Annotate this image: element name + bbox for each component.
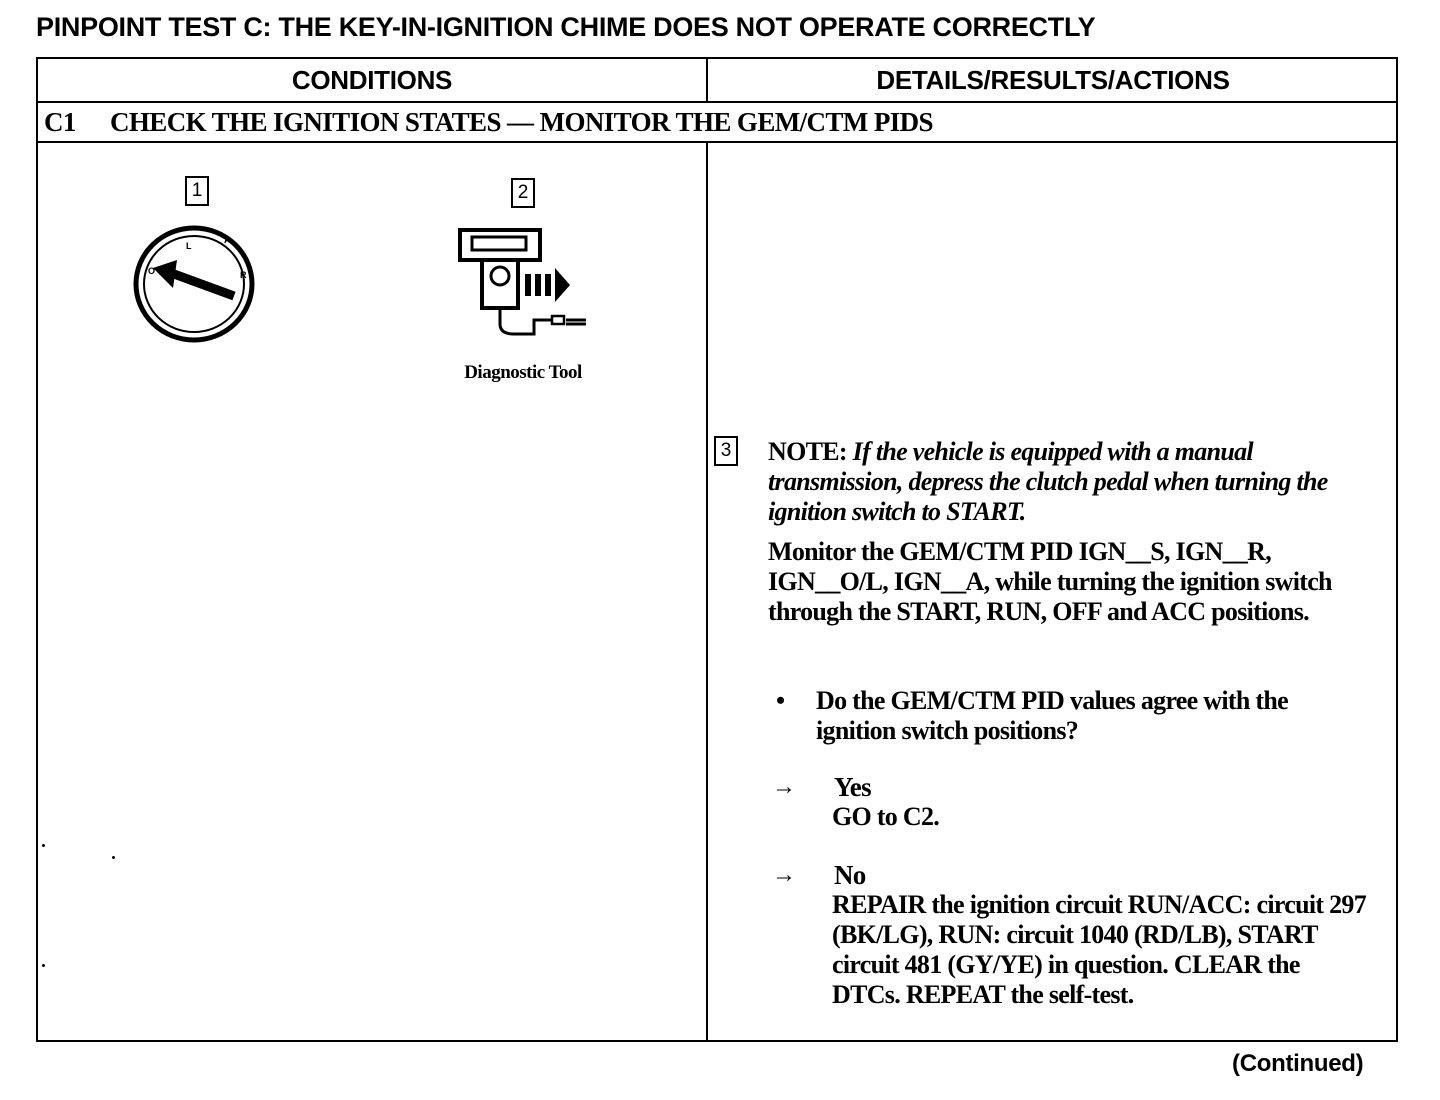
diagnostic-tool-icon [456,226,592,346]
answer-yes [768,772,1368,832]
answer-no [768,860,1368,1010]
arrow-right-icon: → [772,862,796,888]
scan-speck [112,856,115,859]
note-text: If the vehicle is equipped with a manual transmission, depress the clutch pedal when turning the ignition switch to START. [768,437,1328,526]
answer-no-label: No [834,860,866,890]
page-title: PINPOINT TEST C: THE KEY-IN-IGNITION CHIME DOES NOT OPERATE CORRECTLY [36,12,1096,42]
figure-2-number: 2 [511,178,535,208]
note-label: NOTE: [768,437,847,466]
step-divider [38,141,1396,143]
note-paragraph [768,437,1368,527]
answer-yes-label: Yes [834,772,871,802]
body-column-divider [706,143,708,1040]
ignition-switch-icon [128,222,260,346]
conditions-header: CONDITIONS [291,65,453,95]
diagnostic-tool-label: Diagnostic Tool [464,362,582,383]
figure-1-number: 1 [185,176,209,206]
step-id: C1 [44,107,76,137]
ignition-position-r: R [240,270,247,280]
arrow-right-icon: → [772,774,796,800]
ignition-position-a: A [224,235,231,245]
question-text: Do the GEM/CTM PID values agree with the ignition switch positions? [816,686,1288,745]
bullet-icon: • [776,686,785,715]
scan-speck [42,844,45,847]
answer-no-action: REPAIR the ignition circuit RUN/ACC: circuit 297 (BK/LG), RUN: circuit 1040 (RD/LB), START circuit 481 (GY/YE) in question. CLEAR the DTCs. REPEAT the self-test. [832,890,1367,1009]
step-row [44,103,933,141]
scan-speck [42,964,45,967]
answer-yes-action: GO to C2. [832,802,940,831]
continued-label: (Continued) [1232,1050,1364,1077]
question-item [768,686,1368,746]
ignition-position-l: L [186,241,192,251]
step-3-number: 3 [714,436,738,466]
ignition-position-o: O [148,266,156,276]
instruction-paragraph: Monitor the GEM/CTM PID IGN__S, IGN__R, IGN__O/L, IGN__A, while turning the ignition switch through the START, RUN, OFF and ACC positions. [768,537,1332,626]
details-header: DETAILS/RESULTS/ACTIONS [876,65,1230,95]
step-title: CHECK THE IGNITION STATES — MONITOR THE GEM/CTM PIDS [110,107,933,137]
details-text [768,437,1368,627]
